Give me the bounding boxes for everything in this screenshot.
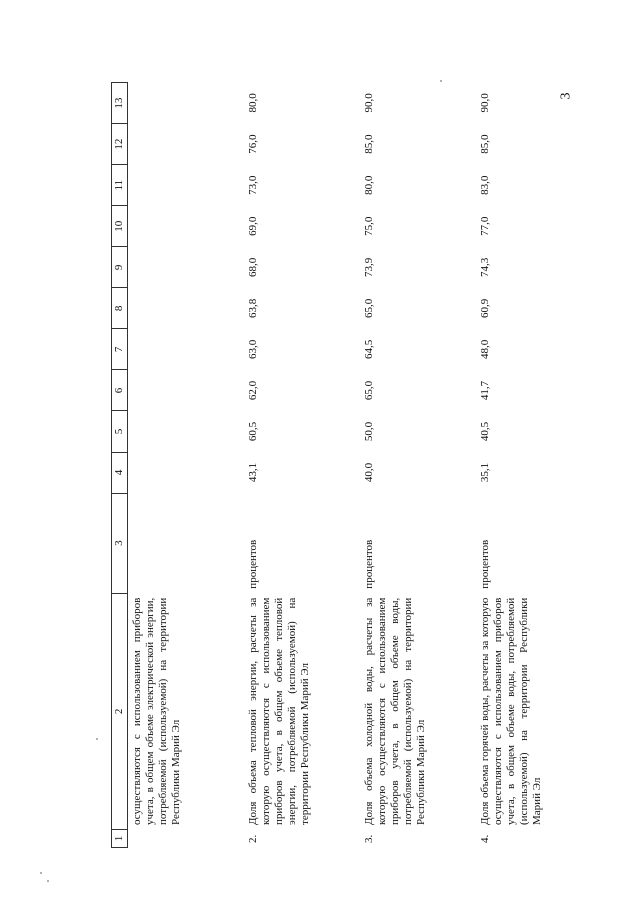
header-cell-10: 10	[112, 206, 128, 247]
value-cell: 80,0	[363, 175, 375, 195]
header-cell-5: 5	[112, 411, 128, 452]
value-cell: 41,7	[479, 380, 491, 401]
header-cell-12: 12	[112, 124, 128, 165]
value-cell: 69,0	[247, 216, 259, 236]
value-cell: 65,0	[363, 298, 375, 318]
unit-cell	[128, 493, 245, 593]
header-cell-11: 11	[112, 165, 128, 206]
table-body	[128, 83, 553, 848]
scan-speck	[47, 880, 49, 882]
value-cell: 80,0	[247, 93, 259, 113]
indicator-description: Доля объема холодной воды, расчеты за которую осуществляются с использованием приборов учета, в общем объеме воды, потребляемой (используемой) на территории Республики Марий Эл	[363, 597, 427, 825]
scan-speck	[40, 872, 42, 874]
table-header	[112, 83, 128, 848]
value-cell: 60,5	[247, 421, 259, 442]
header-row	[112, 83, 128, 848]
unit-cell: процентов	[363, 539, 375, 589]
value-cell: 74,3	[479, 257, 491, 277]
value-cell	[128, 370, 245, 411]
value-cell: 63,0	[247, 339, 259, 360]
value-cell: 64,5	[363, 339, 375, 360]
table-row	[360, 83, 476, 848]
value-cell	[128, 452, 245, 493]
indicator-description: Доля объема тепловой энергии, расчеты за которую осуществляются с использованием приборов учета, в общем объеме тепловой энергии, потребляемой (используемой) на территории Республики Марий Эл	[247, 597, 311, 825]
value-cell: 85,0	[479, 134, 491, 154]
value-cell: 77,0	[479, 216, 491, 236]
value-cell	[128, 411, 245, 452]
value-cell	[128, 165, 245, 206]
value-cell: 83,0	[479, 175, 491, 195]
value-cell: 85,0	[363, 134, 375, 154]
value-cell	[128, 288, 245, 329]
header-cell-3: 3	[112, 493, 128, 593]
value-cell	[128, 329, 245, 370]
value-cell: 48,0	[479, 339, 491, 360]
row-number	[128, 829, 245, 847]
table-row	[476, 83, 552, 848]
row-number: 4.	[479, 834, 491, 843]
value-cell: 40,5	[479, 421, 491, 442]
indicator-description: Доля объема горячей воды, расчеты за которую осуществляются с использованием приборов учета, в общем объеме воды, потребляемой (используемой) на территории Республики Марий Эл	[479, 597, 543, 825]
header-cell-2: 2	[112, 593, 128, 829]
value-cell	[128, 124, 245, 165]
value-cell: 73,9	[363, 257, 375, 277]
value-cell: 68,0	[247, 257, 259, 277]
table-row	[244, 83, 360, 848]
value-cell: 90,0	[363, 93, 375, 113]
value-cell: 60,9	[479, 298, 491, 318]
value-cell: 35,1	[479, 462, 491, 483]
table-row	[128, 83, 245, 848]
header-cell-9: 9	[112, 247, 128, 288]
value-cell: 90,0	[479, 93, 491, 113]
indicators-table	[111, 82, 552, 848]
header-cell-13: 13	[112, 83, 128, 124]
value-cell: 65,0	[363, 380, 375, 401]
value-cell: 62,0	[247, 380, 259, 401]
header-cell-6: 6	[112, 370, 128, 411]
value-cell: 43,1	[247, 462, 259, 483]
value-cell: 76,0	[247, 134, 259, 154]
value-cell: 73,0	[247, 175, 259, 195]
scan-speck	[96, 738, 98, 740]
value-cell: 50,0	[363, 421, 375, 442]
header-cell-8: 8	[112, 288, 128, 329]
row-number: 2.	[247, 834, 259, 843]
header-cell-4: 4	[112, 452, 128, 493]
unit-cell: процентов	[247, 539, 259, 589]
scan-speck	[440, 80, 442, 82]
value-cell	[128, 83, 245, 124]
value-cell: 63,8	[247, 298, 259, 318]
value-cell	[128, 247, 245, 288]
value-cell: 40,0	[363, 462, 375, 483]
unit-cell: процентов	[479, 539, 491, 589]
row-number: 3.	[363, 834, 375, 843]
value-cell	[128, 206, 245, 247]
rotated-table-container	[111, 82, 543, 848]
value-cell: 75,0	[363, 216, 375, 236]
indicator-description: осуществляются с использованием приборов учета, в общем объеме электрической энергии, потребляемой (используемой) на территории Республики Марий Эл	[131, 597, 182, 825]
header-cell-1: 1	[112, 829, 128, 847]
page-number: 3	[558, 92, 574, 100]
header-cell-7: 7	[112, 329, 128, 370]
